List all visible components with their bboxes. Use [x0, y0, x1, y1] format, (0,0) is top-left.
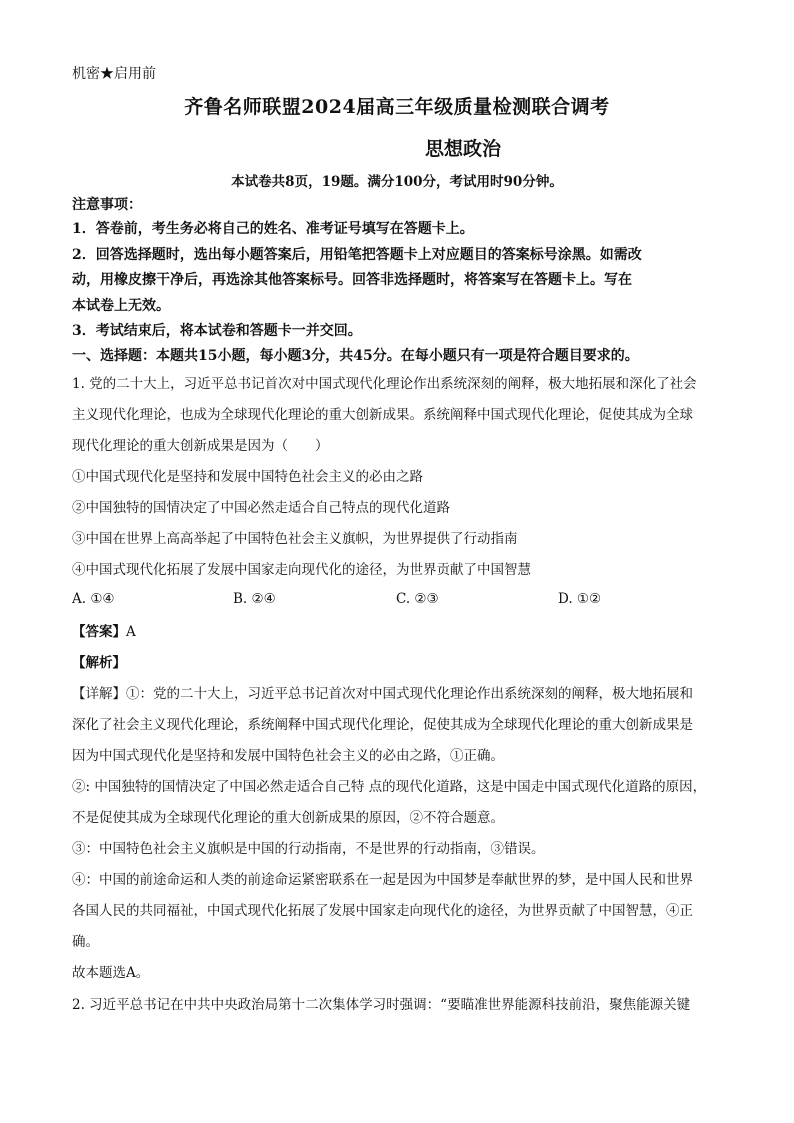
- q1-detail-line: 故本题选A。: [72, 965, 150, 981]
- q1-option-a: A. ①④: [72, 591, 115, 607]
- exam-info: 本试卷共8页，19题。满分100分，考试用时90分钟。: [231, 174, 563, 190]
- notice-item: 本试卷上无效。: [72, 298, 170, 314]
- exam-title: 齐鲁名师联盟2024届高三年级质量检测联合调考: [184, 96, 610, 118]
- q1-answer: [72, 623, 136, 641]
- q1-option-c: C. ②③: [396, 591, 439, 607]
- q1-stem-line: 1. 党的二十大上，习近平总书记首次对中国式现代化理论作出系统深刻的阐释，极大地拓展和深化了社会: [72, 376, 697, 392]
- q1-statement: ④中国式现代化拓展了发展中国家走向现代化的途径，为世界贡献了中国智慧: [72, 562, 531, 578]
- q1-detail-line: ④：中国的前途命运和人类的前途命运紧密联系在一起是因为中国梦是奉献世界的梦，是中国人民和世界: [72, 872, 693, 888]
- section-title: 一、选择题：本题共15小题，每小题3分，共45分。在每小题只有一项是符合题目要求的。: [72, 348, 639, 364]
- q2-stem-line: 2. 习近平总书记在中共中央政治局第十二次集体学习时强调：“要瞄准世界能源科技前沿，聚焦能源关键: [72, 997, 691, 1013]
- q1-detail-line: 确。: [72, 934, 99, 950]
- notice-heading: 注意事项：: [72, 197, 142, 213]
- notice-item: 3．考试结束后，将本试卷和答题卡一并交回。: [72, 323, 362, 339]
- q1-detail-line: 深化了社会主义现代化理论，系统阐释中国式现代化理论，促使其成为全球现代化理论的重大创新成果是: [72, 717, 693, 733]
- q1-detail-line: ③：中国特色社会主义旗帜是中国的行动指南，不是世界的行动指南，③错误。: [72, 841, 545, 857]
- notice-item: 2．回答选择题时，选出每小题答案后，用铅笔把答题卡上对应题目的答案标号涂黑。如需改: [72, 247, 642, 263]
- q1-stem-line: 主义现代化理论，也成为全球现代化理论的重大创新成果。系统阐释中国式现代化理论，促使其成为全球: [72, 407, 693, 423]
- q1-detail-line: 不是促使其成为全球现代化理论的重大创新成果的原因，②不符合题意。: [72, 810, 504, 826]
- confidential-mark: 机密★启用前: [72, 66, 156, 82]
- notice-item: 动，用橡皮擦干净后，再选涂其他答案标号。回答非选择题时，将答案写在答题卡上。写在: [72, 272, 632, 288]
- answer-value: A: [126, 624, 136, 640]
- q1-detail-line: 各国人民的共同福祉，中国式现代化拓展了发展中国家走向现代化的途径，为世界贡献了中国智慧，④正: [72, 903, 693, 919]
- q1-statement: ①中国式现代化是坚持和发展中国特色社会主义的必由之路: [72, 469, 423, 485]
- notice-item: 1．答卷前，考生务必将自己的姓名、准考证号填写在答题卡上。: [72, 221, 474, 237]
- analysis-tag: 【解析】: [72, 655, 126, 671]
- q1-option-d: D. ①②: [558, 591, 602, 607]
- answer-tag: 【答案】: [72, 624, 126, 640]
- q1-stem-line: 现代化理论的重大创新成果是因为（ ）: [72, 438, 329, 454]
- q1-statement: ②中国独特的国情决定了中国必然走适合自己特点的现代化道路: [72, 500, 450, 516]
- q1-detail-line: ②: 中国独特的国情决定了中国必然走适合自己特 点的现代化道路，这是中国走中国式现代化道路的原因，: [72, 779, 707, 795]
- q1-option-b: B. ②④: [233, 591, 276, 607]
- q1-detail-line: 【详解】①：党的二十大上，习近平总书记首次对中国式现代化理论作出系统深刻的阐释，极大地拓展和: [72, 686, 693, 702]
- q1-detail-line: 因为中国式现代化是坚持和发展中国特色社会主义的必由之路，①正确。: [72, 748, 504, 764]
- q1-statement: ③中国在世界上高高举起了中国特色社会主义旗帜，为世界提供了行动指南: [72, 531, 518, 547]
- subject-title: 思想政治: [425, 138, 502, 160]
